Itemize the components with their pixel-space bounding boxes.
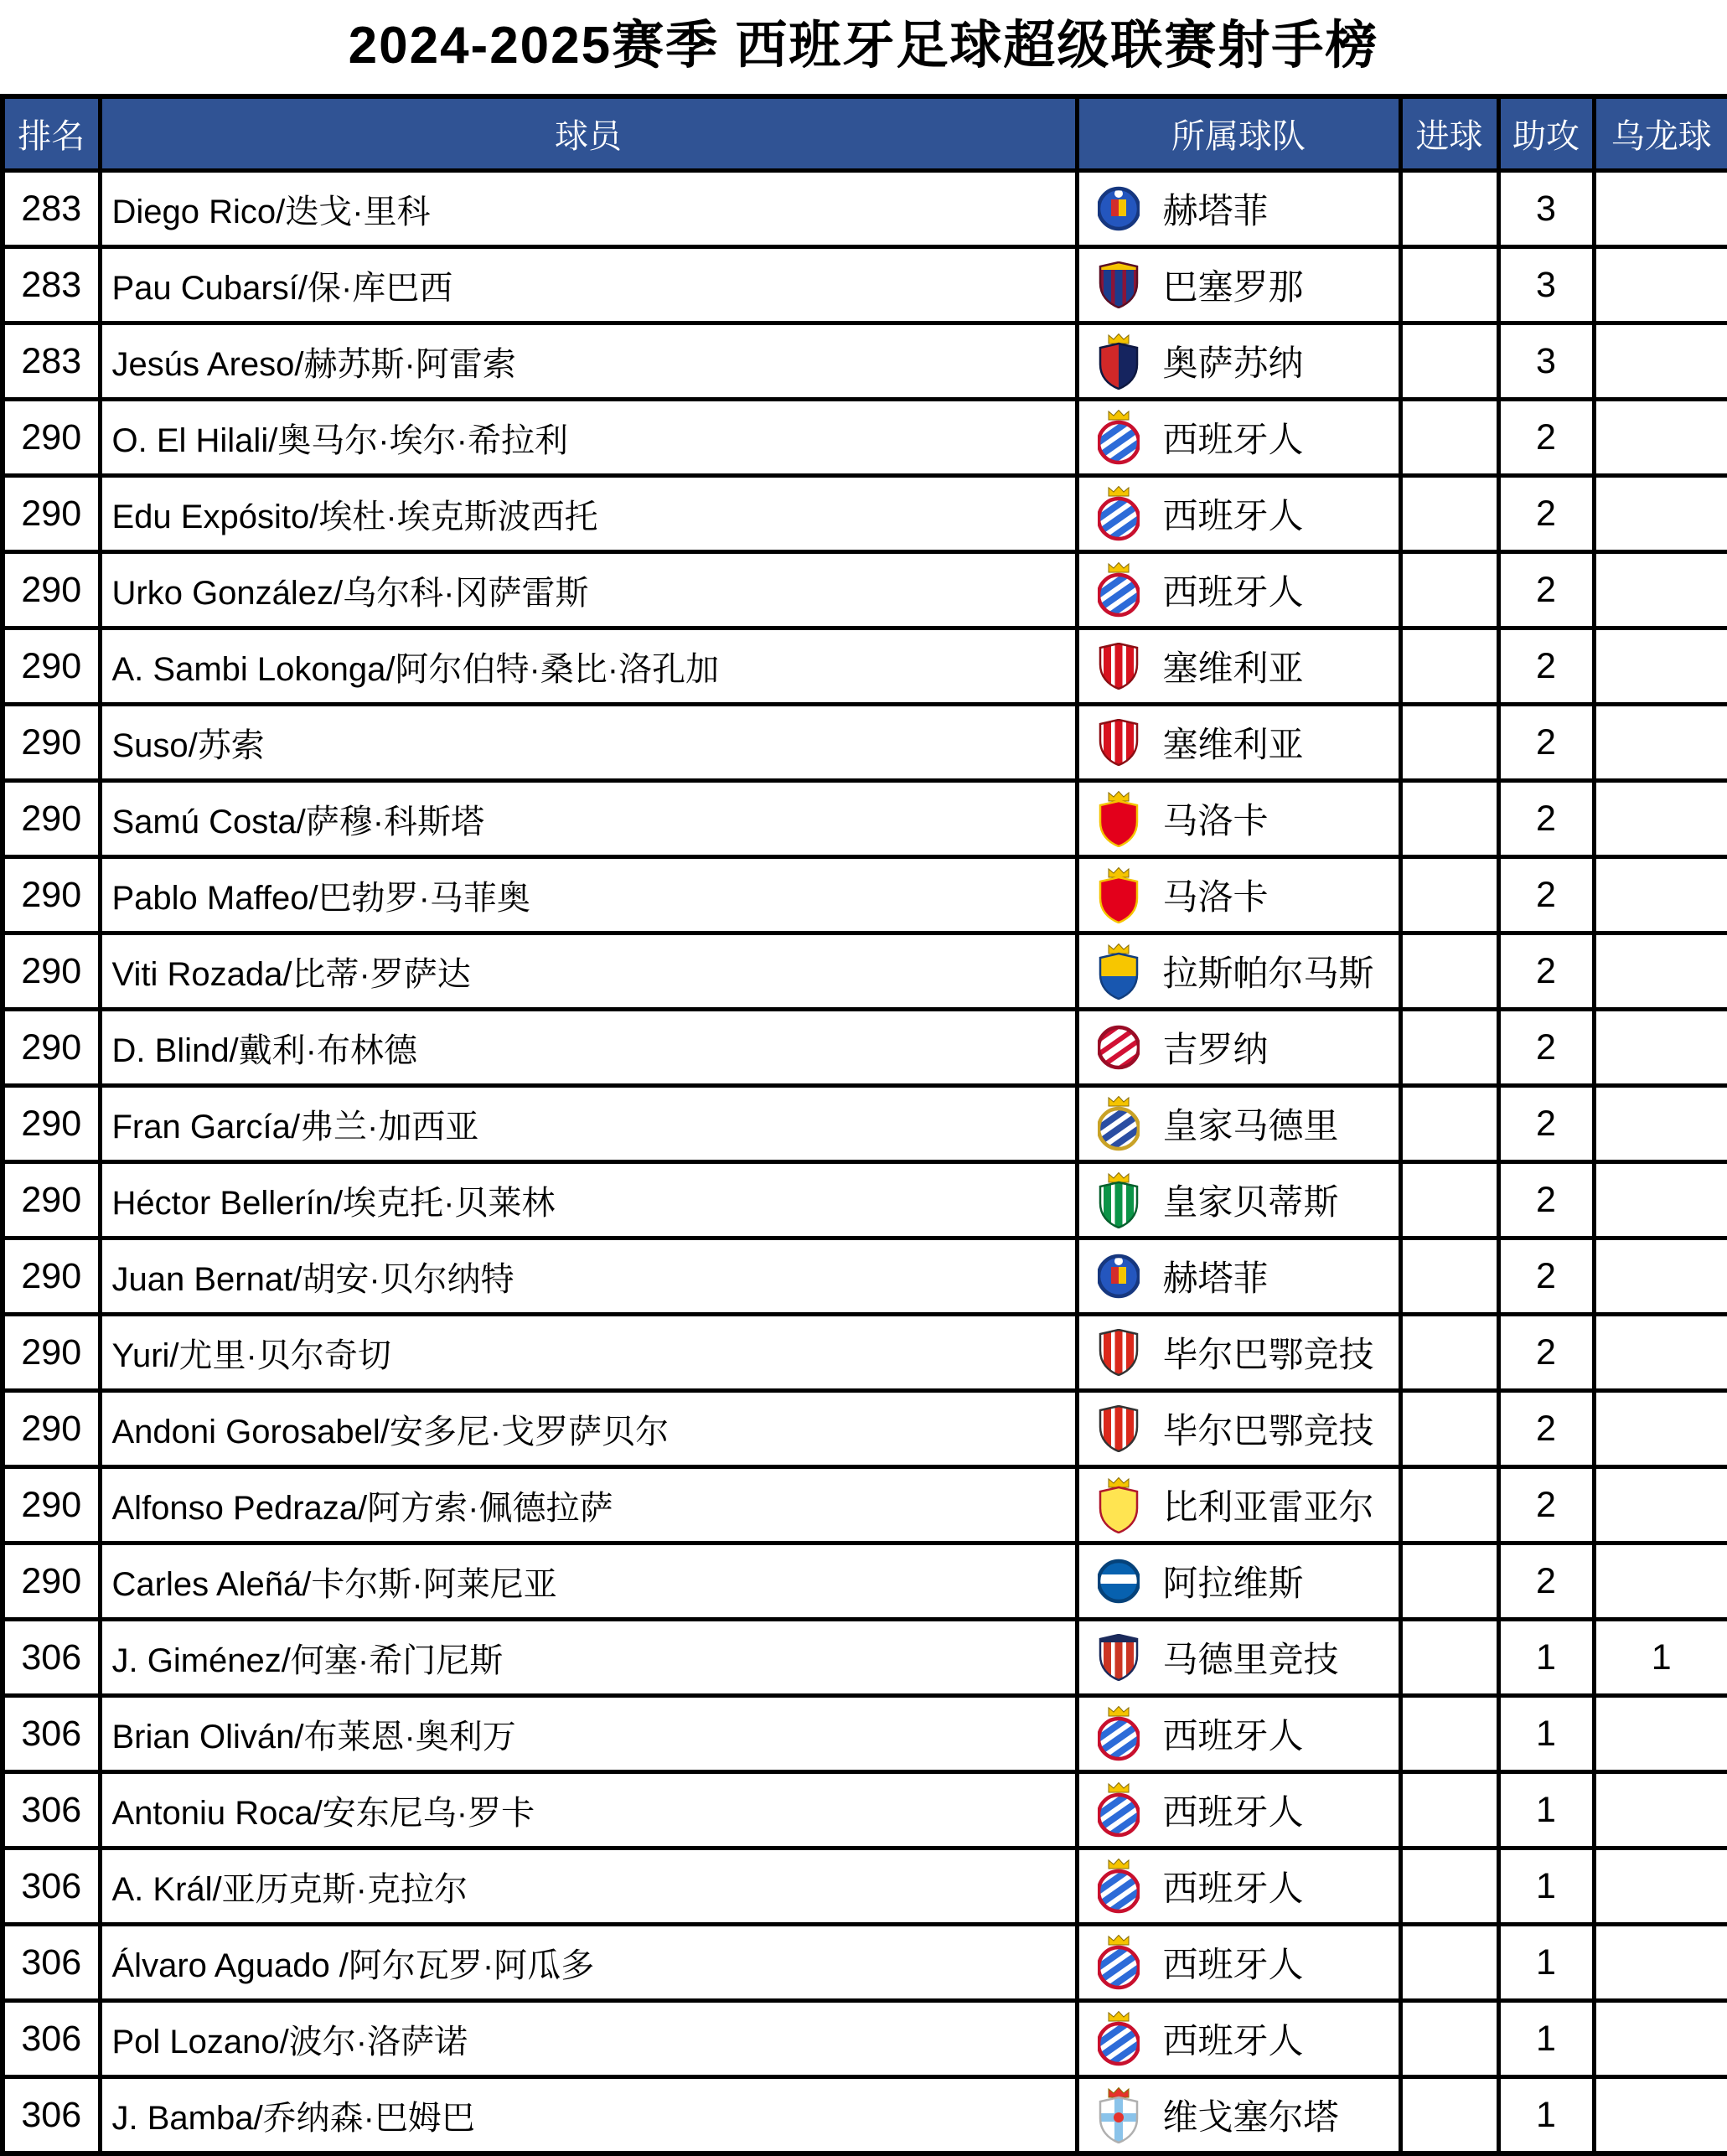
assists-cell: 2 bbox=[1498, 476, 1594, 552]
page-title: 2024-2025赛季 西班牙足球超级联赛射手榜 bbox=[348, 17, 1379, 75]
assists-cell: 1 bbox=[1498, 1620, 1594, 1696]
own-goals-cell bbox=[1594, 1010, 1727, 1086]
team-badge-icon bbox=[1098, 1096, 1140, 1152]
rank-cell: 290 bbox=[3, 1086, 100, 1162]
team-wrap bbox=[1098, 1327, 1399, 1378]
assists-cell: 2 bbox=[1498, 1162, 1594, 1238]
player-cell: Yuri/尤里·贝尔奇切 bbox=[100, 1315, 1077, 1391]
goals-cell bbox=[1400, 2001, 1498, 2077]
team-badge-icon bbox=[1098, 1706, 1140, 1762]
goals-cell bbox=[1400, 1010, 1498, 1086]
player-cell: Samú Costa/萨穆·科斯塔 bbox=[100, 781, 1077, 857]
player-cell: Antoniu Roca/安东尼乌·罗卡 bbox=[100, 1772, 1077, 1848]
team-name: 马德里竞技 bbox=[1162, 1640, 1339, 1679]
goals-cell bbox=[1400, 1238, 1498, 1315]
team-badge-icon bbox=[1098, 2087, 1140, 2143]
team-badge-icon bbox=[1098, 867, 1140, 923]
table-row bbox=[3, 857, 1727, 933]
table-row bbox=[3, 933, 1727, 1010]
rank-cell: 290 bbox=[3, 1467, 100, 1543]
team-name: 西班牙人 bbox=[1162, 1869, 1304, 1908]
own-goals-cell bbox=[1594, 857, 1727, 933]
team-cell bbox=[1077, 1620, 1400, 1696]
own-goals-cell bbox=[1594, 1925, 1727, 2001]
player-cell: J. Bamba/乔纳森·巴姆巴 bbox=[100, 2077, 1077, 2154]
team-wrap bbox=[1098, 1022, 1399, 1073]
team-name: 西班牙人 bbox=[1162, 1792, 1304, 1832]
team-name: 皇家贝蒂斯 bbox=[1162, 1182, 1339, 1222]
rank-cell: 283 bbox=[3, 171, 100, 247]
col-header-goals: 进球 bbox=[1400, 96, 1498, 171]
table-row bbox=[3, 1620, 1727, 1696]
team-cell bbox=[1077, 400, 1400, 476]
table-row bbox=[3, 1010, 1727, 1086]
rank-cell: 290 bbox=[3, 705, 100, 781]
own-goals-cell bbox=[1594, 552, 1727, 628]
team-badge-icon bbox=[1098, 719, 1140, 766]
header-row bbox=[3, 96, 1727, 171]
team-badge-icon bbox=[1098, 562, 1140, 618]
goals-cell bbox=[1400, 323, 1498, 400]
own-goals-cell bbox=[1594, 247, 1727, 323]
own-goals-cell bbox=[1594, 1772, 1727, 1848]
table-row bbox=[3, 1391, 1727, 1467]
team-wrap bbox=[1098, 2087, 1399, 2143]
table-row bbox=[3, 1162, 1727, 1238]
team-badge-icon bbox=[1098, 261, 1140, 308]
table-row bbox=[3, 2001, 1727, 2077]
assists-cell: 1 bbox=[1498, 1925, 1594, 2001]
goals-cell bbox=[1400, 1925, 1498, 2001]
own-goals-cell bbox=[1594, 705, 1727, 781]
table-row bbox=[3, 1772, 1727, 1848]
team-cell bbox=[1077, 552, 1400, 628]
rank-cell: 306 bbox=[3, 1848, 100, 1925]
goals-cell bbox=[1400, 1848, 1498, 1925]
goals-cell bbox=[1400, 781, 1498, 857]
goals-cell bbox=[1400, 1391, 1498, 1467]
team-cell bbox=[1077, 2077, 1400, 2154]
team-name: 赫塔菲 bbox=[1162, 191, 1269, 230]
team-wrap bbox=[1098, 410, 1399, 466]
player-cell: Fran García/弗兰·加西亚 bbox=[100, 1086, 1077, 1162]
goals-cell bbox=[1400, 933, 1498, 1010]
rank-cell: 290 bbox=[3, 1391, 100, 1467]
team-name: 阿拉维斯 bbox=[1162, 1564, 1304, 1603]
team-wrap bbox=[1098, 641, 1399, 691]
team-wrap bbox=[1098, 1172, 1399, 1228]
team-cell bbox=[1077, 2001, 1400, 2077]
player-cell: A. Král/亚历克斯·克拉尔 bbox=[100, 1848, 1077, 1925]
table-row bbox=[3, 171, 1727, 247]
team-wrap bbox=[1098, 867, 1399, 923]
goals-cell bbox=[1400, 1467, 1498, 1543]
team-cell bbox=[1077, 781, 1400, 857]
rank-cell: 306 bbox=[3, 1772, 100, 1848]
table-row bbox=[3, 628, 1727, 705]
team-name: 西班牙人 bbox=[1162, 572, 1304, 612]
own-goals-cell: 1 bbox=[1594, 1620, 1727, 1696]
own-goals-cell bbox=[1594, 1315, 1727, 1391]
player-cell: Héctor Bellerín/埃克托·贝莱林 bbox=[100, 1162, 1077, 1238]
assists-cell: 1 bbox=[1498, 2077, 1594, 2154]
rank-cell: 290 bbox=[3, 1238, 100, 1315]
table-row bbox=[3, 1925, 1727, 2001]
team-name: 马洛卡 bbox=[1162, 801, 1269, 840]
rank-cell: 283 bbox=[3, 247, 100, 323]
team-wrap bbox=[1098, 1556, 1399, 1606]
player-cell: Álvaro Aguado /阿尔瓦罗·阿瓜多 bbox=[100, 1925, 1077, 2001]
team-cell bbox=[1077, 705, 1400, 781]
player-cell: Viti Rozada/比蒂·罗萨达 bbox=[100, 933, 1077, 1010]
team-name: 奥萨苏纳 bbox=[1162, 344, 1304, 383]
team-wrap bbox=[1098, 260, 1399, 310]
assists-cell: 1 bbox=[1498, 1696, 1594, 1772]
team-name: 塞维利亚 bbox=[1162, 725, 1304, 764]
team-cell bbox=[1077, 1925, 1400, 2001]
own-goals-cell bbox=[1594, 1848, 1727, 1925]
team-name: 毕尔巴鄂竞技 bbox=[1162, 1335, 1374, 1374]
goals-cell bbox=[1400, 1315, 1498, 1391]
table-body bbox=[3, 171, 1727, 2154]
team-wrap bbox=[1098, 1477, 1399, 1533]
team-cell bbox=[1077, 323, 1400, 400]
own-goals-cell bbox=[1594, 1238, 1727, 1315]
rank-cell: 290 bbox=[3, 1162, 100, 1238]
team-badge-icon bbox=[1098, 1253, 1140, 1300]
own-goals-cell bbox=[1594, 323, 1727, 400]
assists-cell: 2 bbox=[1498, 552, 1594, 628]
team-badge-icon bbox=[1098, 486, 1140, 542]
rank-cell: 306 bbox=[3, 1620, 100, 1696]
rank-cell: 283 bbox=[3, 323, 100, 400]
col-header-team: 所属球队 bbox=[1077, 96, 1400, 171]
rank-cell: 290 bbox=[3, 1010, 100, 1086]
rank-cell: 290 bbox=[3, 552, 100, 628]
assists-cell: 2 bbox=[1498, 857, 1594, 933]
player-cell: Brian Oliván/布莱恩·奥利万 bbox=[100, 1696, 1077, 1772]
player-cell: Pablo Maffeo/巴勃罗·马菲奥 bbox=[100, 857, 1077, 933]
rank-cell: 306 bbox=[3, 2001, 100, 2077]
team-name: 拉斯帕尔马斯 bbox=[1162, 954, 1374, 993]
goals-cell bbox=[1400, 2077, 1498, 2154]
assists-cell: 3 bbox=[1498, 323, 1594, 400]
col-header-rank: 排名 bbox=[3, 96, 100, 171]
player-cell: Diego Rico/迭戈·里科 bbox=[100, 171, 1077, 247]
team-wrap bbox=[1098, 1632, 1399, 1683]
team-cell bbox=[1077, 1391, 1400, 1467]
team-name: 西班牙人 bbox=[1162, 420, 1304, 459]
goals-cell bbox=[1400, 705, 1498, 781]
assists-cell: 2 bbox=[1498, 705, 1594, 781]
player-cell: Pau Cubarsí/保·库巴西 bbox=[100, 247, 1077, 323]
assists-cell: 2 bbox=[1498, 1543, 1594, 1620]
team-name: 西班牙人 bbox=[1162, 1945, 1304, 1984]
own-goals-cell bbox=[1594, 628, 1727, 705]
team-name: 比利亚雷亚尔 bbox=[1162, 1487, 1374, 1527]
team-cell bbox=[1077, 1086, 1400, 1162]
table-row bbox=[3, 781, 1727, 857]
table-row bbox=[3, 1543, 1727, 1620]
assists-cell: 2 bbox=[1498, 1086, 1594, 1162]
assists-cell: 1 bbox=[1498, 1848, 1594, 1925]
rank-cell: 290 bbox=[3, 1315, 100, 1391]
assists-cell: 2 bbox=[1498, 628, 1594, 705]
team-cell bbox=[1077, 476, 1400, 552]
team-wrap bbox=[1098, 717, 1399, 768]
rank-cell: 290 bbox=[3, 400, 100, 476]
team-cell bbox=[1077, 171, 1400, 247]
assists-cell: 3 bbox=[1498, 171, 1594, 247]
player-cell: Carles Aleñá/卡尔斯·阿莱尼亚 bbox=[100, 1543, 1077, 1620]
team-wrap bbox=[1098, 1859, 1399, 1915]
player-cell: Juan Bernat/胡安·贝尔纳特 bbox=[100, 1238, 1077, 1315]
player-cell: Pol Lozano/波尔·洛萨诺 bbox=[100, 2001, 1077, 2077]
team-name: 西班牙人 bbox=[1162, 2021, 1304, 2060]
own-goals-cell bbox=[1594, 1467, 1727, 1543]
assists-cell: 3 bbox=[1498, 247, 1594, 323]
team-cell bbox=[1077, 1543, 1400, 1620]
assists-cell: 2 bbox=[1498, 781, 1594, 857]
own-goals-cell bbox=[1594, 2077, 1727, 2154]
team-name: 毕尔巴鄂竞技 bbox=[1162, 1411, 1374, 1450]
rank-cell: 306 bbox=[3, 1925, 100, 2001]
col-header-assists: 助攻 bbox=[1498, 96, 1594, 171]
team-badge-icon bbox=[1098, 1859, 1140, 1915]
own-goals-cell bbox=[1594, 171, 1727, 247]
team-cell bbox=[1077, 1848, 1400, 1925]
assists-cell: 2 bbox=[1498, 1391, 1594, 1467]
table-row bbox=[3, 1238, 1727, 1315]
team-badge-icon bbox=[1098, 944, 1140, 1000]
goals-cell bbox=[1400, 1162, 1498, 1238]
team-wrap bbox=[1098, 944, 1399, 1000]
own-goals-cell bbox=[1594, 1696, 1727, 1772]
team-name: 巴塞罗那 bbox=[1162, 267, 1304, 307]
team-cell bbox=[1077, 857, 1400, 933]
team-cell bbox=[1077, 1238, 1400, 1315]
team-badge-icon bbox=[1098, 1329, 1140, 1376]
table-row bbox=[3, 1696, 1727, 1772]
assists-cell: 2 bbox=[1498, 933, 1594, 1010]
team-badge-icon bbox=[1098, 333, 1140, 390]
team-cell bbox=[1077, 1315, 1400, 1391]
table-row bbox=[3, 247, 1727, 323]
table-row bbox=[3, 1848, 1727, 1925]
own-goals-cell bbox=[1594, 933, 1727, 1010]
team-name: 西班牙人 bbox=[1162, 496, 1304, 535]
goals-cell bbox=[1400, 1620, 1498, 1696]
team-badge-icon bbox=[1098, 1935, 1140, 1991]
rank-cell: 306 bbox=[3, 2077, 100, 2154]
team-badge-icon bbox=[1098, 1024, 1140, 1071]
own-goals-cell bbox=[1594, 1162, 1727, 1238]
team-badge-icon bbox=[1098, 1405, 1140, 1452]
rank-cell: 290 bbox=[3, 628, 100, 705]
table-row bbox=[3, 1315, 1727, 1391]
goals-cell bbox=[1400, 552, 1498, 628]
goals-cell bbox=[1400, 171, 1498, 247]
team-wrap bbox=[1098, 1706, 1399, 1762]
player-cell: A. Sambi Lokonga/阿尔伯特·桑比·洛孔加 bbox=[100, 628, 1077, 705]
team-cell bbox=[1077, 247, 1400, 323]
goals-cell bbox=[1400, 247, 1498, 323]
table-row bbox=[3, 476, 1727, 552]
team-wrap bbox=[1098, 1782, 1399, 1838]
player-cell: Alfonso Pedraza/阿方索·佩德拉萨 bbox=[100, 1467, 1077, 1543]
player-cell: Edu Expósito/埃杜·埃克斯波西托 bbox=[100, 476, 1077, 552]
col-header-own-goals: 乌龙球 bbox=[1594, 96, 1727, 171]
rank-cell: 290 bbox=[3, 781, 100, 857]
goals-cell bbox=[1400, 1543, 1498, 1620]
player-cell: D. Blind/戴利·布林德 bbox=[100, 1010, 1077, 1086]
assists-cell: 1 bbox=[1498, 2001, 1594, 2077]
col-header-player: 球员 bbox=[100, 96, 1077, 171]
team-wrap bbox=[1098, 486, 1399, 542]
team-badge-icon bbox=[1098, 1782, 1140, 1838]
team-wrap bbox=[1098, 184, 1399, 234]
own-goals-cell bbox=[1594, 400, 1727, 476]
own-goals-cell bbox=[1594, 1543, 1727, 1620]
rank-cell: 290 bbox=[3, 857, 100, 933]
goals-cell bbox=[1400, 1086, 1498, 1162]
own-goals-cell bbox=[1594, 1086, 1727, 1162]
team-wrap bbox=[1098, 1251, 1399, 1301]
team-cell bbox=[1077, 628, 1400, 705]
assists-cell: 2 bbox=[1498, 1467, 1594, 1543]
own-goals-cell bbox=[1594, 1391, 1727, 1467]
goals-cell bbox=[1400, 476, 1498, 552]
table-row bbox=[3, 1467, 1727, 1543]
assists-cell: 2 bbox=[1498, 400, 1594, 476]
team-wrap bbox=[1098, 791, 1399, 847]
team-name: 西班牙人 bbox=[1162, 1716, 1304, 1755]
team-cell bbox=[1077, 1162, 1400, 1238]
goals-cell bbox=[1400, 1772, 1498, 1848]
own-goals-cell bbox=[1594, 781, 1727, 857]
goals-cell bbox=[1400, 400, 1498, 476]
goals-cell bbox=[1400, 857, 1498, 933]
team-wrap bbox=[1098, 2011, 1399, 2067]
team-name: 维戈塞尔塔 bbox=[1162, 2097, 1339, 2137]
team-cell bbox=[1077, 1696, 1400, 1772]
goals-cell bbox=[1400, 628, 1498, 705]
table-row bbox=[3, 400, 1727, 476]
team-wrap bbox=[1098, 562, 1399, 618]
team-name: 马洛卡 bbox=[1162, 877, 1269, 917]
assists-cell: 1 bbox=[1498, 1772, 1594, 1848]
table-row bbox=[3, 2077, 1727, 2154]
team-badge-icon bbox=[1098, 2011, 1140, 2067]
team-cell bbox=[1077, 1010, 1400, 1086]
team-cell bbox=[1077, 1772, 1400, 1848]
rank-cell: 306 bbox=[3, 1696, 100, 1772]
table-row bbox=[3, 1086, 1727, 1162]
team-badge-icon bbox=[1098, 643, 1140, 690]
player-cell: Urko González/乌尔科·冈萨雷斯 bbox=[100, 552, 1077, 628]
team-wrap bbox=[1098, 1935, 1399, 1991]
team-wrap bbox=[1098, 1404, 1399, 1454]
scorers-table bbox=[0, 94, 1727, 2156]
team-badge-icon bbox=[1098, 1477, 1140, 1533]
team-wrap bbox=[1098, 1096, 1399, 1152]
own-goals-cell bbox=[1594, 2001, 1727, 2077]
team-wrap bbox=[1098, 333, 1399, 390]
team-badge-icon bbox=[1098, 185, 1140, 232]
goals-cell bbox=[1400, 1696, 1498, 1772]
assists-cell: 2 bbox=[1498, 1315, 1594, 1391]
player-cell: Jesús Areso/赫苏斯·阿雷索 bbox=[100, 323, 1077, 400]
player-cell: Suso/苏索 bbox=[100, 705, 1077, 781]
own-goals-cell bbox=[1594, 476, 1727, 552]
assists-cell: 2 bbox=[1498, 1010, 1594, 1086]
table-row bbox=[3, 323, 1727, 400]
assists-cell: 2 bbox=[1498, 1238, 1594, 1315]
rank-cell: 290 bbox=[3, 1543, 100, 1620]
team-badge-icon bbox=[1098, 1172, 1140, 1228]
player-cell: Andoni Gorosabel/安多尼·戈罗萨贝尔 bbox=[100, 1391, 1077, 1467]
player-cell: J. Giménez/何塞·希门尼斯 bbox=[100, 1620, 1077, 1696]
team-name: 赫塔菲 bbox=[1162, 1259, 1269, 1298]
player-cell: O. El Hilali/奥马尔·埃尔·希拉利 bbox=[100, 400, 1077, 476]
table-row bbox=[3, 552, 1727, 628]
team-name: 吉罗纳 bbox=[1162, 1030, 1269, 1069]
rank-cell: 290 bbox=[3, 933, 100, 1010]
team-cell bbox=[1077, 1467, 1400, 1543]
table-row bbox=[3, 705, 1727, 781]
team-cell bbox=[1077, 933, 1400, 1010]
team-badge-icon bbox=[1098, 410, 1140, 466]
team-badge-icon bbox=[1098, 1634, 1140, 1681]
team-name: 塞维利亚 bbox=[1162, 649, 1304, 688]
team-badge-icon bbox=[1098, 791, 1140, 847]
rank-cell: 290 bbox=[3, 476, 100, 552]
team-name: 皇家马德里 bbox=[1162, 1106, 1339, 1145]
team-badge-icon bbox=[1098, 1558, 1140, 1605]
